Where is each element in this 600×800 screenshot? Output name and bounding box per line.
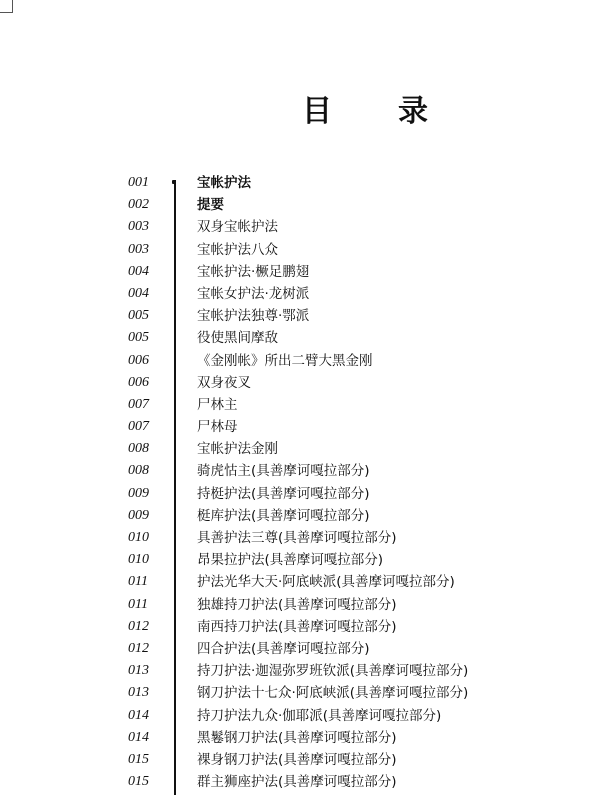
toc-entry-page: 003 bbox=[128, 241, 149, 257]
toc-entry-page: 007 bbox=[128, 396, 149, 412]
toc-entry-title: 裸身钢刀护法(具善摩诃嘎拉部分) bbox=[197, 751, 397, 768]
toc-entry-title: 尸林母 bbox=[197, 419, 238, 436]
toc-entry-title: 黑鬈钢刀护法(具善摩诃嘎拉部分) bbox=[197, 729, 397, 746]
toc-entry-title: 宝帐护法·橛足鹏翅 bbox=[197, 263, 310, 280]
toc-entry-page: 012 bbox=[128, 618, 149, 634]
toc-entry[interactable] bbox=[120, 261, 580, 283]
toc-entry-page: 007 bbox=[128, 419, 149, 435]
toc-entry-title: 骑虎怙主(具善摩诃嘎拉部分) bbox=[197, 463, 370, 480]
toc-entry-page: 014 bbox=[128, 707, 149, 723]
toc-entry-title: 双身夜叉 bbox=[197, 374, 251, 391]
toc-entry[interactable] bbox=[120, 327, 580, 349]
toc-entry-page: 013 bbox=[128, 685, 149, 701]
toc-entry-page: 013 bbox=[128, 663, 149, 679]
toc-entry-page: 005 bbox=[128, 330, 149, 346]
toc-entry[interactable] bbox=[120, 194, 580, 216]
toc-entry[interactable] bbox=[120, 239, 580, 261]
toc-entry-title: 宝帐护法八众 bbox=[197, 241, 278, 258]
toc-entry[interactable] bbox=[120, 305, 580, 327]
toc-entry-title: 持梃护法(具善摩诃嘎拉部分) bbox=[197, 485, 370, 502]
table-of-contents bbox=[120, 172, 580, 793]
toc-entry-title: 持刀护法·迦湿弥罗班钦派(具善摩诃嘎拉部分) bbox=[197, 663, 469, 680]
toc-entry-page: 014 bbox=[128, 729, 149, 745]
toc-entry-title: 持刀护法九众·伽耶派(具善摩诃嘎拉部分) bbox=[197, 707, 442, 724]
toc-entry-title: 护法光华大天·阿底峡派(具善摩诃嘎拉部分) bbox=[197, 574, 455, 591]
page-title-char-2: 录 bbox=[398, 94, 428, 129]
toc-entry[interactable] bbox=[120, 727, 580, 749]
toc-entry-title: 群主狮座护法(具善摩诃嘎拉部分) bbox=[197, 774, 397, 791]
toc-entry[interactable] bbox=[120, 660, 580, 682]
toc-entry-page: 004 bbox=[128, 263, 149, 279]
toc-entry-page: 001 bbox=[128, 175, 149, 190]
toc-entry-title: 《金刚帐》所出二臂大黑金刚 bbox=[197, 352, 373, 369]
toc-entry-title: 具善护法三尊(具善摩诃嘎拉部分) bbox=[197, 530, 397, 546]
toc-entry[interactable] bbox=[120, 749, 580, 771]
toc-entry-title: 宝帐护法 bbox=[197, 175, 251, 191]
toc-entry-title: 役使黑间摩敌 bbox=[197, 330, 278, 347]
toc-entry-page: 011 bbox=[128, 574, 148, 590]
toc-entry-page: 011 bbox=[128, 596, 148, 612]
toc-entry[interactable] bbox=[120, 771, 580, 793]
toc-entry-page: 006 bbox=[128, 374, 149, 390]
toc-entry[interactable] bbox=[120, 172, 580, 194]
toc-entry-page: 015 bbox=[128, 751, 149, 767]
toc-entry-page: 002 bbox=[128, 197, 149, 213]
toc-entry-page: 012 bbox=[128, 640, 149, 656]
toc-entry[interactable] bbox=[120, 705, 580, 727]
toc-entry-title: 四合护法(具善摩诃嘎拉部分) bbox=[197, 640, 370, 657]
page-title bbox=[0, 92, 600, 132]
toc-entry-title: 尸林主 bbox=[197, 396, 238, 413]
toc-entry[interactable] bbox=[120, 549, 580, 571]
toc-entry-title: 南西持刀护法(具善摩诃嘎拉部分) bbox=[197, 618, 397, 635]
toc-entry-page: 003 bbox=[128, 219, 149, 235]
toc-entry-title: 提要 bbox=[197, 197, 224, 214]
toc-entry[interactable] bbox=[120, 527, 580, 549]
toc-entry[interactable] bbox=[120, 416, 580, 438]
toc-entry-title: 宝帐护法独尊·鄂派 bbox=[197, 308, 310, 325]
toc-entry-page: 004 bbox=[128, 285, 149, 301]
toc-entry[interactable] bbox=[120, 460, 580, 482]
toc-entry[interactable] bbox=[120, 372, 580, 394]
toc-entry[interactable] bbox=[120, 638, 580, 660]
toc-entry-title: 昂果拉护法(具善摩诃嘎拉部分) bbox=[197, 552, 384, 569]
toc-entry[interactable] bbox=[120, 594, 580, 616]
toc-entry-title: 钢刀护法十七众·阿底峡派(具善摩诃嘎拉部分) bbox=[197, 685, 469, 702]
toc-entry-page: 010 bbox=[128, 552, 149, 568]
toc-entry[interactable] bbox=[120, 216, 580, 238]
toc-entry-page: 009 bbox=[128, 485, 149, 501]
toc-entry[interactable] bbox=[120, 483, 580, 505]
toc-entry-title: 梃库护法(具善摩诃嘎拉部分) bbox=[197, 507, 370, 524]
toc-entry[interactable] bbox=[120, 438, 580, 460]
toc-entry-title: 宝帐女护法·龙树派 bbox=[197, 285, 310, 302]
toc-entry[interactable] bbox=[120, 505, 580, 527]
toc-entry-page: 015 bbox=[128, 774, 149, 790]
toc-entry[interactable] bbox=[120, 394, 580, 416]
toc-entry-title: 独雄持刀护法(具善摩诃嘎拉部分) bbox=[197, 596, 397, 613]
toc-entry-page: 006 bbox=[128, 352, 149, 368]
toc-entry-page: 009 bbox=[128, 507, 149, 523]
toc-entry[interactable] bbox=[120, 571, 580, 593]
toc-entry-page: 008 bbox=[128, 463, 149, 479]
toc-entry-title: 宝帐护法金刚 bbox=[197, 441, 278, 458]
toc-entry[interactable] bbox=[120, 283, 580, 305]
toc-entry-page: 005 bbox=[128, 308, 149, 324]
toc-entry[interactable] bbox=[120, 350, 580, 372]
toc-entry[interactable] bbox=[120, 616, 580, 638]
toc-entry[interactable] bbox=[120, 682, 580, 704]
toc-entry-page: 010 bbox=[128, 530, 149, 545]
page-corner-mark bbox=[0, 0, 13, 13]
page-title-char-1: 目 bbox=[302, 94, 332, 129]
toc-entry-title: 双身宝帐护法 bbox=[197, 219, 278, 236]
toc-entry-page: 008 bbox=[128, 441, 149, 457]
